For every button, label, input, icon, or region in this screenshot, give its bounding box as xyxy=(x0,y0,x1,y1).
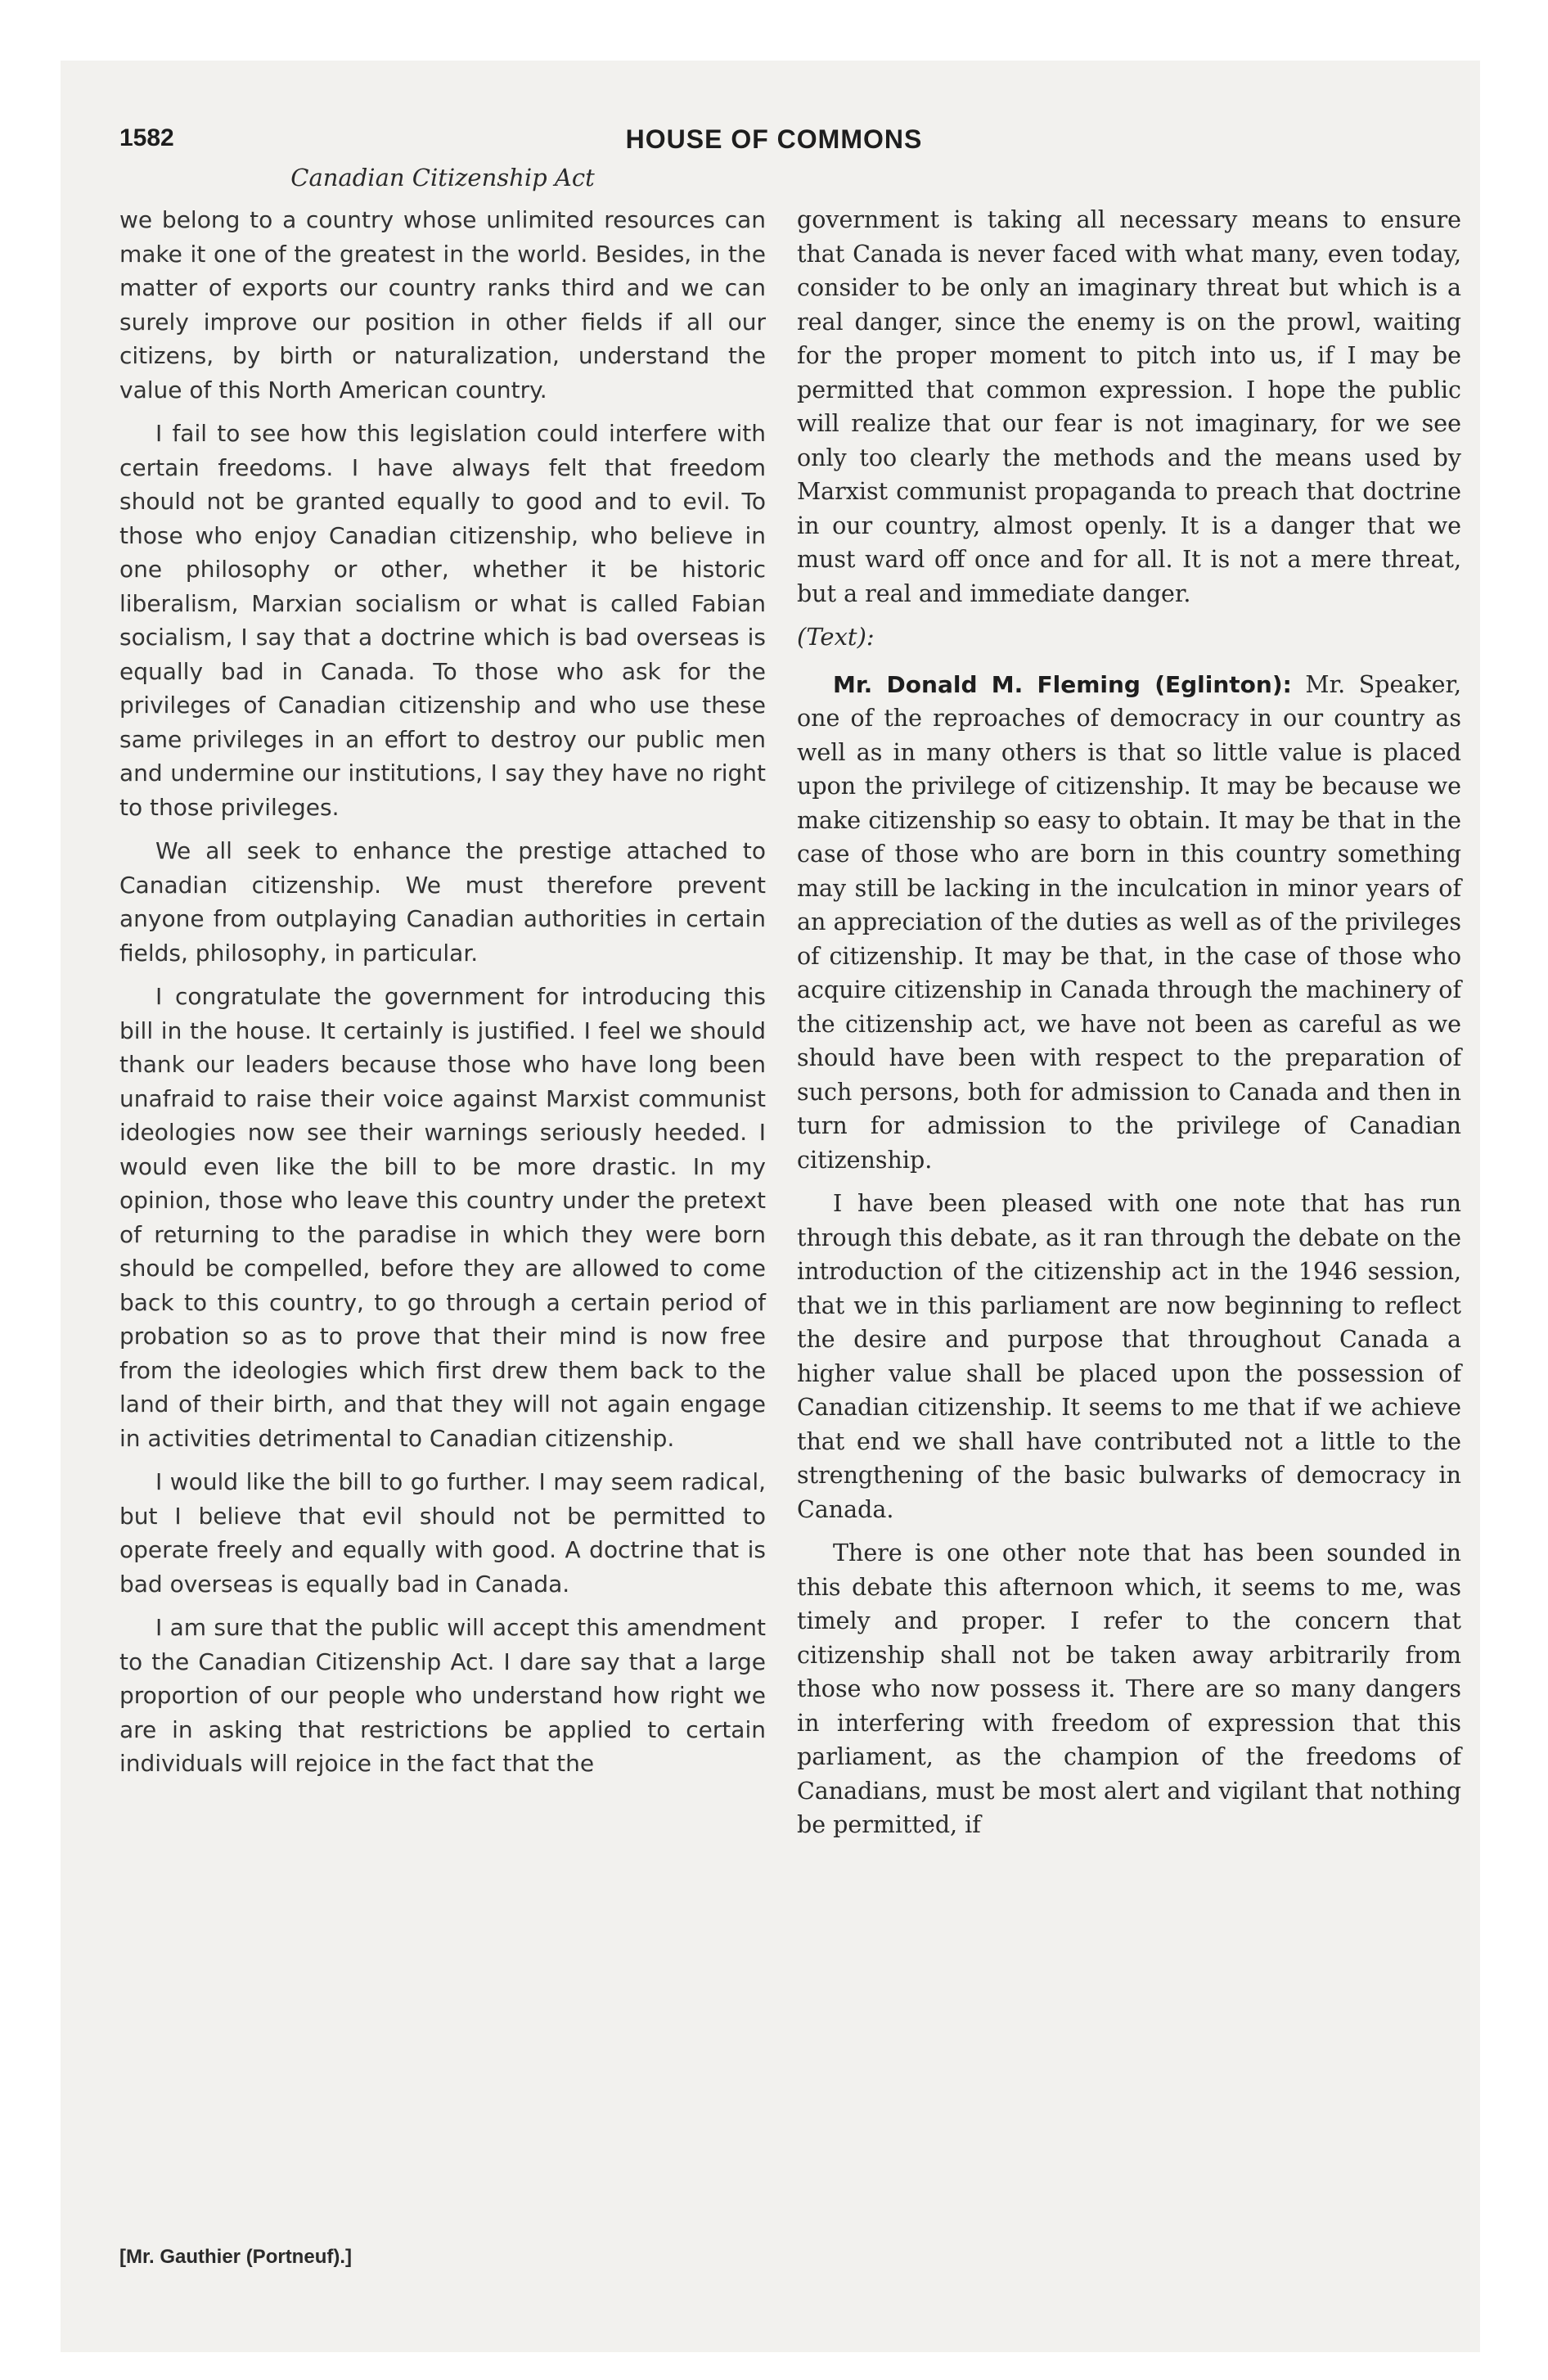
page-header xyxy=(119,124,1429,160)
right-paragraph: There is one other note that has been sounded in this debate this afternoon which, it seems to me, was timely and proper. I refer to the concern that citizenship shall not be taken away arbitrarily from those who now possess it. There are so many dangers in interfering with freedom of expression that this parliament, as the champion of the freedoms of Canadians, must be most alert and vigilant that nothing be permitted, if xyxy=(797,1539,1461,1838)
left-paragraph: we belong to a country whose unlimited resources can make it one of the greatest in the world. Besides, in the matter of exports our country ranks third and we can surely improve our position in other fields if all our citizens, by birth or naturalization, understand the value of this North American country. xyxy=(119,206,766,403)
left-paragraph: We all seek to enhance the prestige attached to Canadian citizenship. We must therefore prevent anyone from outplaying Canadian authorities in certain fields, philosophy, in particular. xyxy=(119,837,766,967)
footer-speaker-credit: [Mr. Gauthier (Portneuf).] xyxy=(119,2246,352,2268)
left-paragraph: I am sure that the public will accept this amendment to the Canadian Citizenship Act. I dare say that a large proportion of our people who understand how right we are in asking that restrictions be applied to certain individuals will rejoice in the fact that the xyxy=(119,1614,766,1777)
running-head: HOUSE OF COMMONS xyxy=(625,124,923,154)
left-paragraph: I congratulate the government for introducing this bill in the house. It certainly is justified. I feel we should thank our leaders because those who have long been unafraid to raise their voice against Marxist communist ideologies now see their warnings seriously heeded. I would even like the bill to be more drastic. In my opinion, those who leave this country under the pretext of returning to the paradise in which they were born should be compelled, before they are allowed to come back to this country, to go through a certain period of probation so as to prove that their mind is now free from the ideologies which first drew them back to the land of their birth, and that they will not again engage in activities detrimental to Canadian citizenship. xyxy=(119,983,766,1452)
page-number: 1582 xyxy=(119,124,174,151)
speaker-name: Mr. Donald M. Fleming (Eglinton): xyxy=(833,670,1292,698)
right-column xyxy=(797,203,1461,1852)
speaker-text: Mr. Speaker, one of the reproaches of democracy in our country as well as in many others is that so little value is placed upon the privilege of citizenship. It may be because we make citizenship so easy to obtain. It may be that in the case of those who are born in this country something may still be lacking in the inculcation in minor years of an appreciation of the duties as well as of the privileges of citizenship. It may be that, in the case of those who acquire citizenship in Canada through the machinery of the citizenship act, we have not been as careful as we should have been with respect to the preparation of such persons, both for admission to Canada and then in turn for admission to the privilege of Canadian citizenship. xyxy=(797,670,1462,1174)
left-column xyxy=(119,203,766,1791)
text-label: (Text): xyxy=(797,623,875,651)
left-paragraph: I would like the bill to go further. I may seem radical, but I believe that evil should not be permitted to operate freely and equally with good. A doctrine that is bad overseas is equally bad in Canada. xyxy=(119,1468,766,1598)
right-paragraph: I have been pleased with one note that has run through this debate, as it ran through the debate on the introduction of the citizenship act in the 1946 session, that we in this parliament are now beginning to reflect the desire and purpose that throughout Canada a higher value shall be placed upon the possession of Canadian citizenship. It seems to me that if we achieve that end we shall have contributed not a little to the strengthening of the basic bulwarks of democracy in Canada. xyxy=(797,1190,1461,1523)
left-paragraph: I fail to see how this legislation could interfere with certain freedoms. I have always felt that freedom should not be granted equally to good and to evil. To those who enjoy Canadian citizenship, who believe in one philosophy or other, whether it be historic liberalism, Marxian socialism or what is called Fabian socialism, I say that a doctrine which is bad overseas is equally bad in Canada. To those who ask for the privileges of Canadian citizenship and who use these same privileges in an effort to destroy our public men and undermine our institutions, I say they have no right to those privileges. xyxy=(119,420,766,821)
section-subheading: Canadian Citizenship Act xyxy=(290,164,595,192)
right-continuation-paragraph: government is taking all necessary means to ensure that Canada is never faced with what many, even today, consider to be only an imaginary threat but which is a real danger, since the enemy is on the prowl, waiting for the proper moment to pitch into us, if I may be permitted that common expression. I hope the public will realize that our fear is not imaginary, for we see only too clearly the methods and the means used by Marxist communist propaganda to preach that doctrine in our country, almost openly. It is a danger that we must ward off once and for all. It is not a mere threat, but a real and immediate danger. xyxy=(797,206,1461,607)
speaker-paragraph xyxy=(797,668,1461,1178)
